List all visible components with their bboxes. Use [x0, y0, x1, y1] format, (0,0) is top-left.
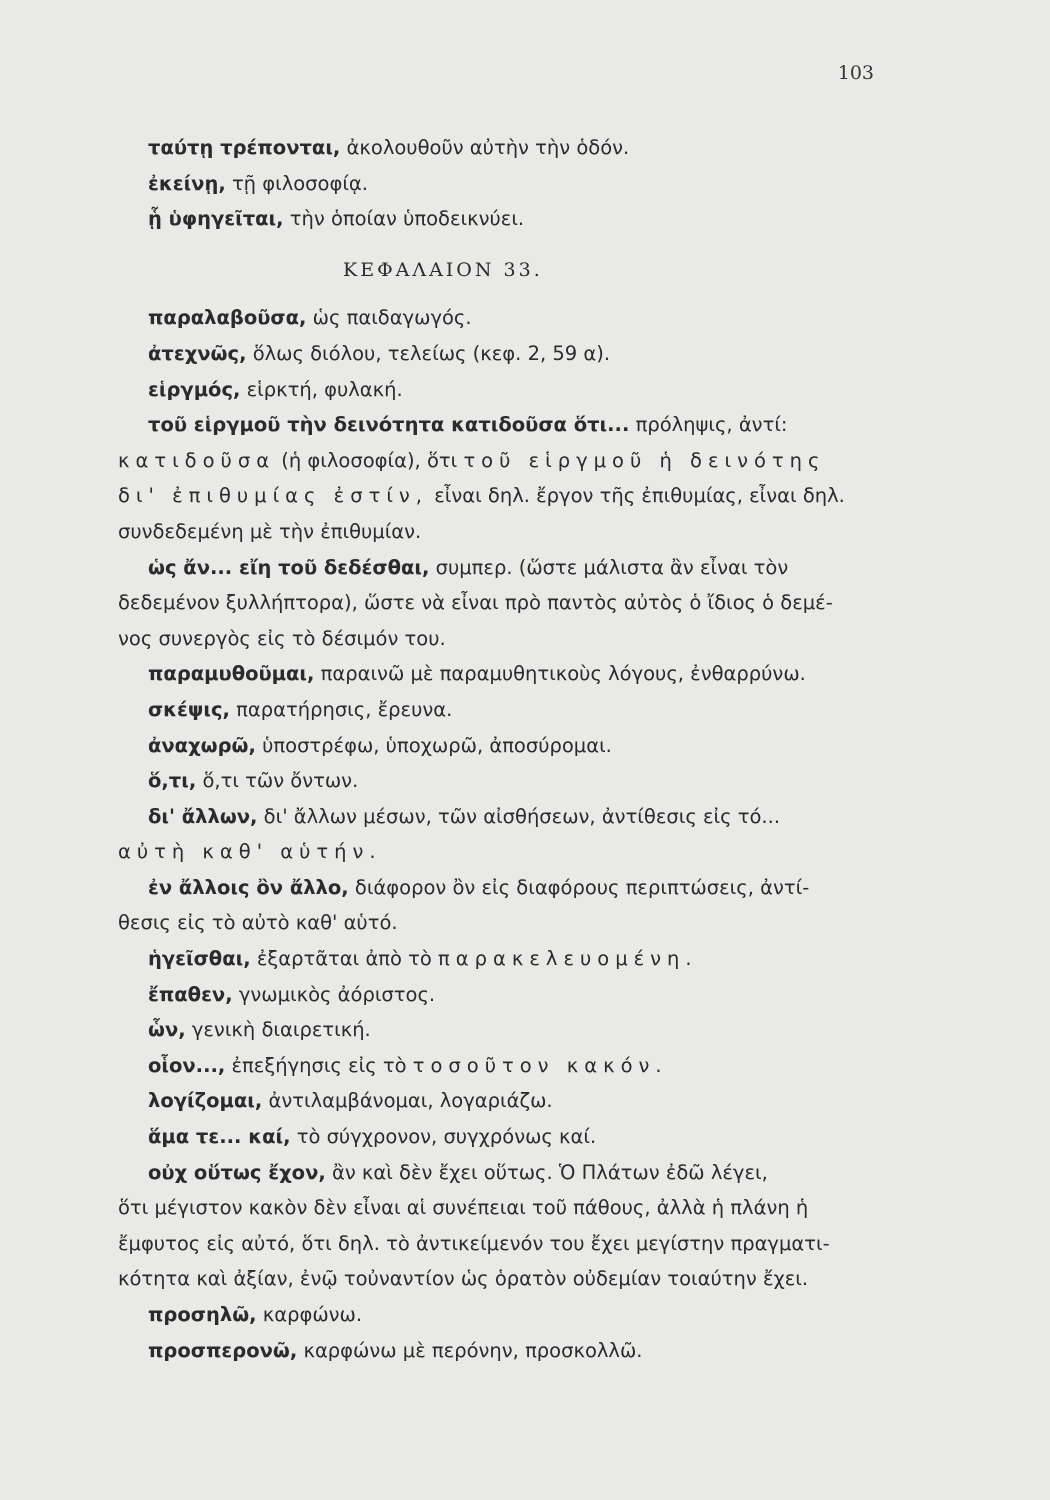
entry-continuation: ὅτι μέγιστον κακὸν δὲν εἶναι αἱ συνέπειαι τοῦ πάθους, ἀλλὰ ἡ πλάνη ἡ	[118, 1196, 809, 1220]
entry-term: ὡς ἄν... εἴη τοῦ δεδέσθαι,	[148, 555, 430, 579]
entry-term: ὧν,	[148, 1018, 186, 1042]
entry	[118, 870, 878, 906]
spaced-quote: τοσοῦτον κακόν.	[412, 1053, 668, 1077]
entry-definition: γνωμικὸς ἀόριστος.	[238, 982, 436, 1006]
entry-definition: ἂν καὶ δὲν ἔχει οὕτως. Ὁ Πλάτων ἐδῶ λέγει,	[331, 1160, 768, 1184]
entry-definition: ὡς παιδαγωγός.	[312, 306, 472, 330]
page-body	[118, 130, 878, 1368]
entry-term: προσπερονῶ,	[148, 1338, 298, 1362]
entry-definition: ἐξαρτᾶται ἀπὸ τὸ	[256, 947, 432, 971]
entry-definition: γενικὴ διαιρετική.	[191, 1018, 371, 1042]
entry-definition: καρφώνω.	[262, 1303, 363, 1326]
entry	[118, 300, 878, 336]
spaced-quote: δι' ἐπιθυμίας ἐστίν,	[118, 484, 429, 508]
entry	[118, 1333, 878, 1369]
entry-text: εἶναι δηλ. ἔργον τῆς ἐπιθυμίας, εἶναι δηλ.	[434, 484, 845, 508]
entry	[118, 130, 878, 166]
entry-definition: πρόληψις, ἀντί:	[635, 413, 788, 437]
entry-continuation	[118, 443, 878, 479]
entry-continuation	[118, 478, 878, 514]
page-number: 103	[837, 62, 874, 84]
entry-term: ᾗ ὑφηγεῖται,	[148, 207, 284, 231]
entry	[118, 550, 878, 586]
entry	[118, 1083, 878, 1119]
entry-definition: δι' ἄλλων μέσων, τῶν αἰσθήσεων, ἀντίθεσις εἰς τό...	[263, 804, 781, 828]
entry-definition: εἱρκτή, φυλακή.	[246, 377, 403, 401]
entry-term: σκέψις,	[148, 697, 230, 721]
entry-term: ταύτῃ τρέπονται,	[148, 136, 341, 159]
entry-term: ἔπαθεν,	[148, 982, 233, 1006]
entry-term: ἐν ἄλλοις ὂν ἄλλο,	[148, 875, 349, 899]
entry-definition: ὑποστρέφω, ὑποχωρῶ, ἀποσύρομαι.	[262, 733, 612, 757]
entry	[118, 763, 878, 799]
entry-definition: συμπερ. (ὥστε μάλιστα ἂν εἶναι τὸν	[435, 555, 789, 579]
entry-continuation: ἔμφυτος εἰς αὐτό, ὅτι δηλ. τὸ ἀντικείμενόν του ἔχει μεγίστην πραγματι-	[118, 1231, 830, 1255]
entry-definition: τῇ φιλοσοφίᾳ.	[231, 171, 368, 195]
entry-continuation: νος συνεργὸς εἰς τὸ δέσιμόν του.	[118, 626, 446, 650]
spaced-quote: τοῦ εἱργμοῦ ἡ δεινότης	[463, 448, 826, 472]
entry-term: δι' ἄλλων,	[148, 804, 258, 828]
entry	[118, 656, 878, 692]
entry-term: ἡγεῖσθαι,	[148, 947, 251, 971]
entry	[118, 799, 878, 835]
entry	[118, 977, 878, 1013]
spaced-quote: κατιδοῦσα	[118, 448, 276, 472]
chapter-title: ΚΕΦΑΛΑΙΟΝ 33.	[343, 258, 543, 281]
entry-definition: παραινῶ μὲ παραμυθητικοὺς λόγους, ἐνθαρρύνω.	[320, 662, 806, 686]
entry-term: παραμυθοῦμαι,	[148, 662, 315, 686]
entry	[118, 692, 878, 728]
entry-term: προσηλῶ,	[148, 1303, 257, 1326]
entry-term: παραλαβοῦσα,	[148, 306, 307, 330]
entry	[118, 1297, 878, 1333]
entry-definition: τὴν ὁποίαν ὑποδεικνύει.	[289, 207, 525, 231]
entry-term: οὐχ οὕτως ἔχον,	[148, 1160, 326, 1184]
entry-term: ἀτεχνῶς,	[148, 341, 247, 365]
entry-term: εἱργμός,	[148, 377, 241, 401]
entry-continuation: δεδεμένον ξυλλήπτορα), ὥστε νὰ εἶναι πρὸ παντὸς αὐτὸς ὁ ἴδιος ὁ δεμέ-	[118, 591, 833, 615]
entry	[118, 941, 878, 977]
entry-definition: ἀντιλαμβάνομαι, λογαριάζω.	[268, 1089, 553, 1113]
entry	[118, 1048, 878, 1084]
entry	[118, 336, 878, 372]
entry-term: ἅμα τε... καί,	[148, 1125, 291, 1149]
entry	[118, 1012, 878, 1048]
entry-definition: τὸ σύγχρονον, συγχρόνως καί.	[296, 1125, 597, 1149]
entry-definition: ὅ,τι τῶν ὄντων.	[202, 769, 359, 793]
entry-definition: διάφορον ὂν εἰς διαφόρους περιπτώσεις, ἀντί-	[354, 875, 810, 899]
entry-continuation: θεσις εἰς τὸ αὐτὸ καθ' αὑτό.	[118, 911, 398, 935]
entry-continuation: κότητα καὶ ἀξίαν, ἐνῷ τοὐναντίον ὡς ὁρατὸν οὐδεμίαν τοιαύτην ἔχει.	[118, 1267, 809, 1291]
entry-term: λογίζομαι,	[148, 1089, 263, 1113]
entry-definition: ὅλως διόλου, τελείως (κεφ. 2, 59 α).	[252, 341, 611, 365]
entry	[118, 166, 878, 202]
spaced-quote: παρακελευομένη.	[438, 947, 698, 971]
entry	[118, 407, 878, 443]
entry-definition: ἐπεξήγησις εἰς τὸ	[231, 1053, 407, 1077]
entry-definition: παρατήρησις, ἔρευνα.	[236, 697, 453, 721]
entry-term: οἷον...,	[148, 1053, 226, 1077]
entry	[118, 372, 878, 408]
entry	[118, 1155, 878, 1191]
entry-definition: ἀκολουθοῦν αὐτὴν τὴν ὁδόν.	[346, 136, 630, 159]
entry-text: (ἡ φιλοσοφία), ὅτι	[281, 448, 458, 472]
entry-term: τοῦ εἱργμοῦ τὴν δεινότητα κατιδοῦσα ὅτι...	[148, 413, 630, 437]
entry	[118, 1119, 878, 1155]
entry	[118, 728, 878, 764]
entry	[118, 201, 878, 237]
entry-definition: καρφώνω μὲ περόνην, προσκολλῶ.	[303, 1338, 643, 1362]
entry-term: ὅ,τι,	[148, 769, 197, 793]
entry-term: ἀναχωρῶ,	[148, 733, 256, 757]
entry-continuation: συνδεδεμένη μὲ τὴν ἐπιθυμίαν.	[118, 519, 422, 543]
entry-term: ἐκείνῃ,	[148, 171, 226, 195]
spaced-quote: αὐτὴ καθ' αὑτήν.	[118, 840, 382, 864]
entry-continuation	[118, 834, 878, 870]
